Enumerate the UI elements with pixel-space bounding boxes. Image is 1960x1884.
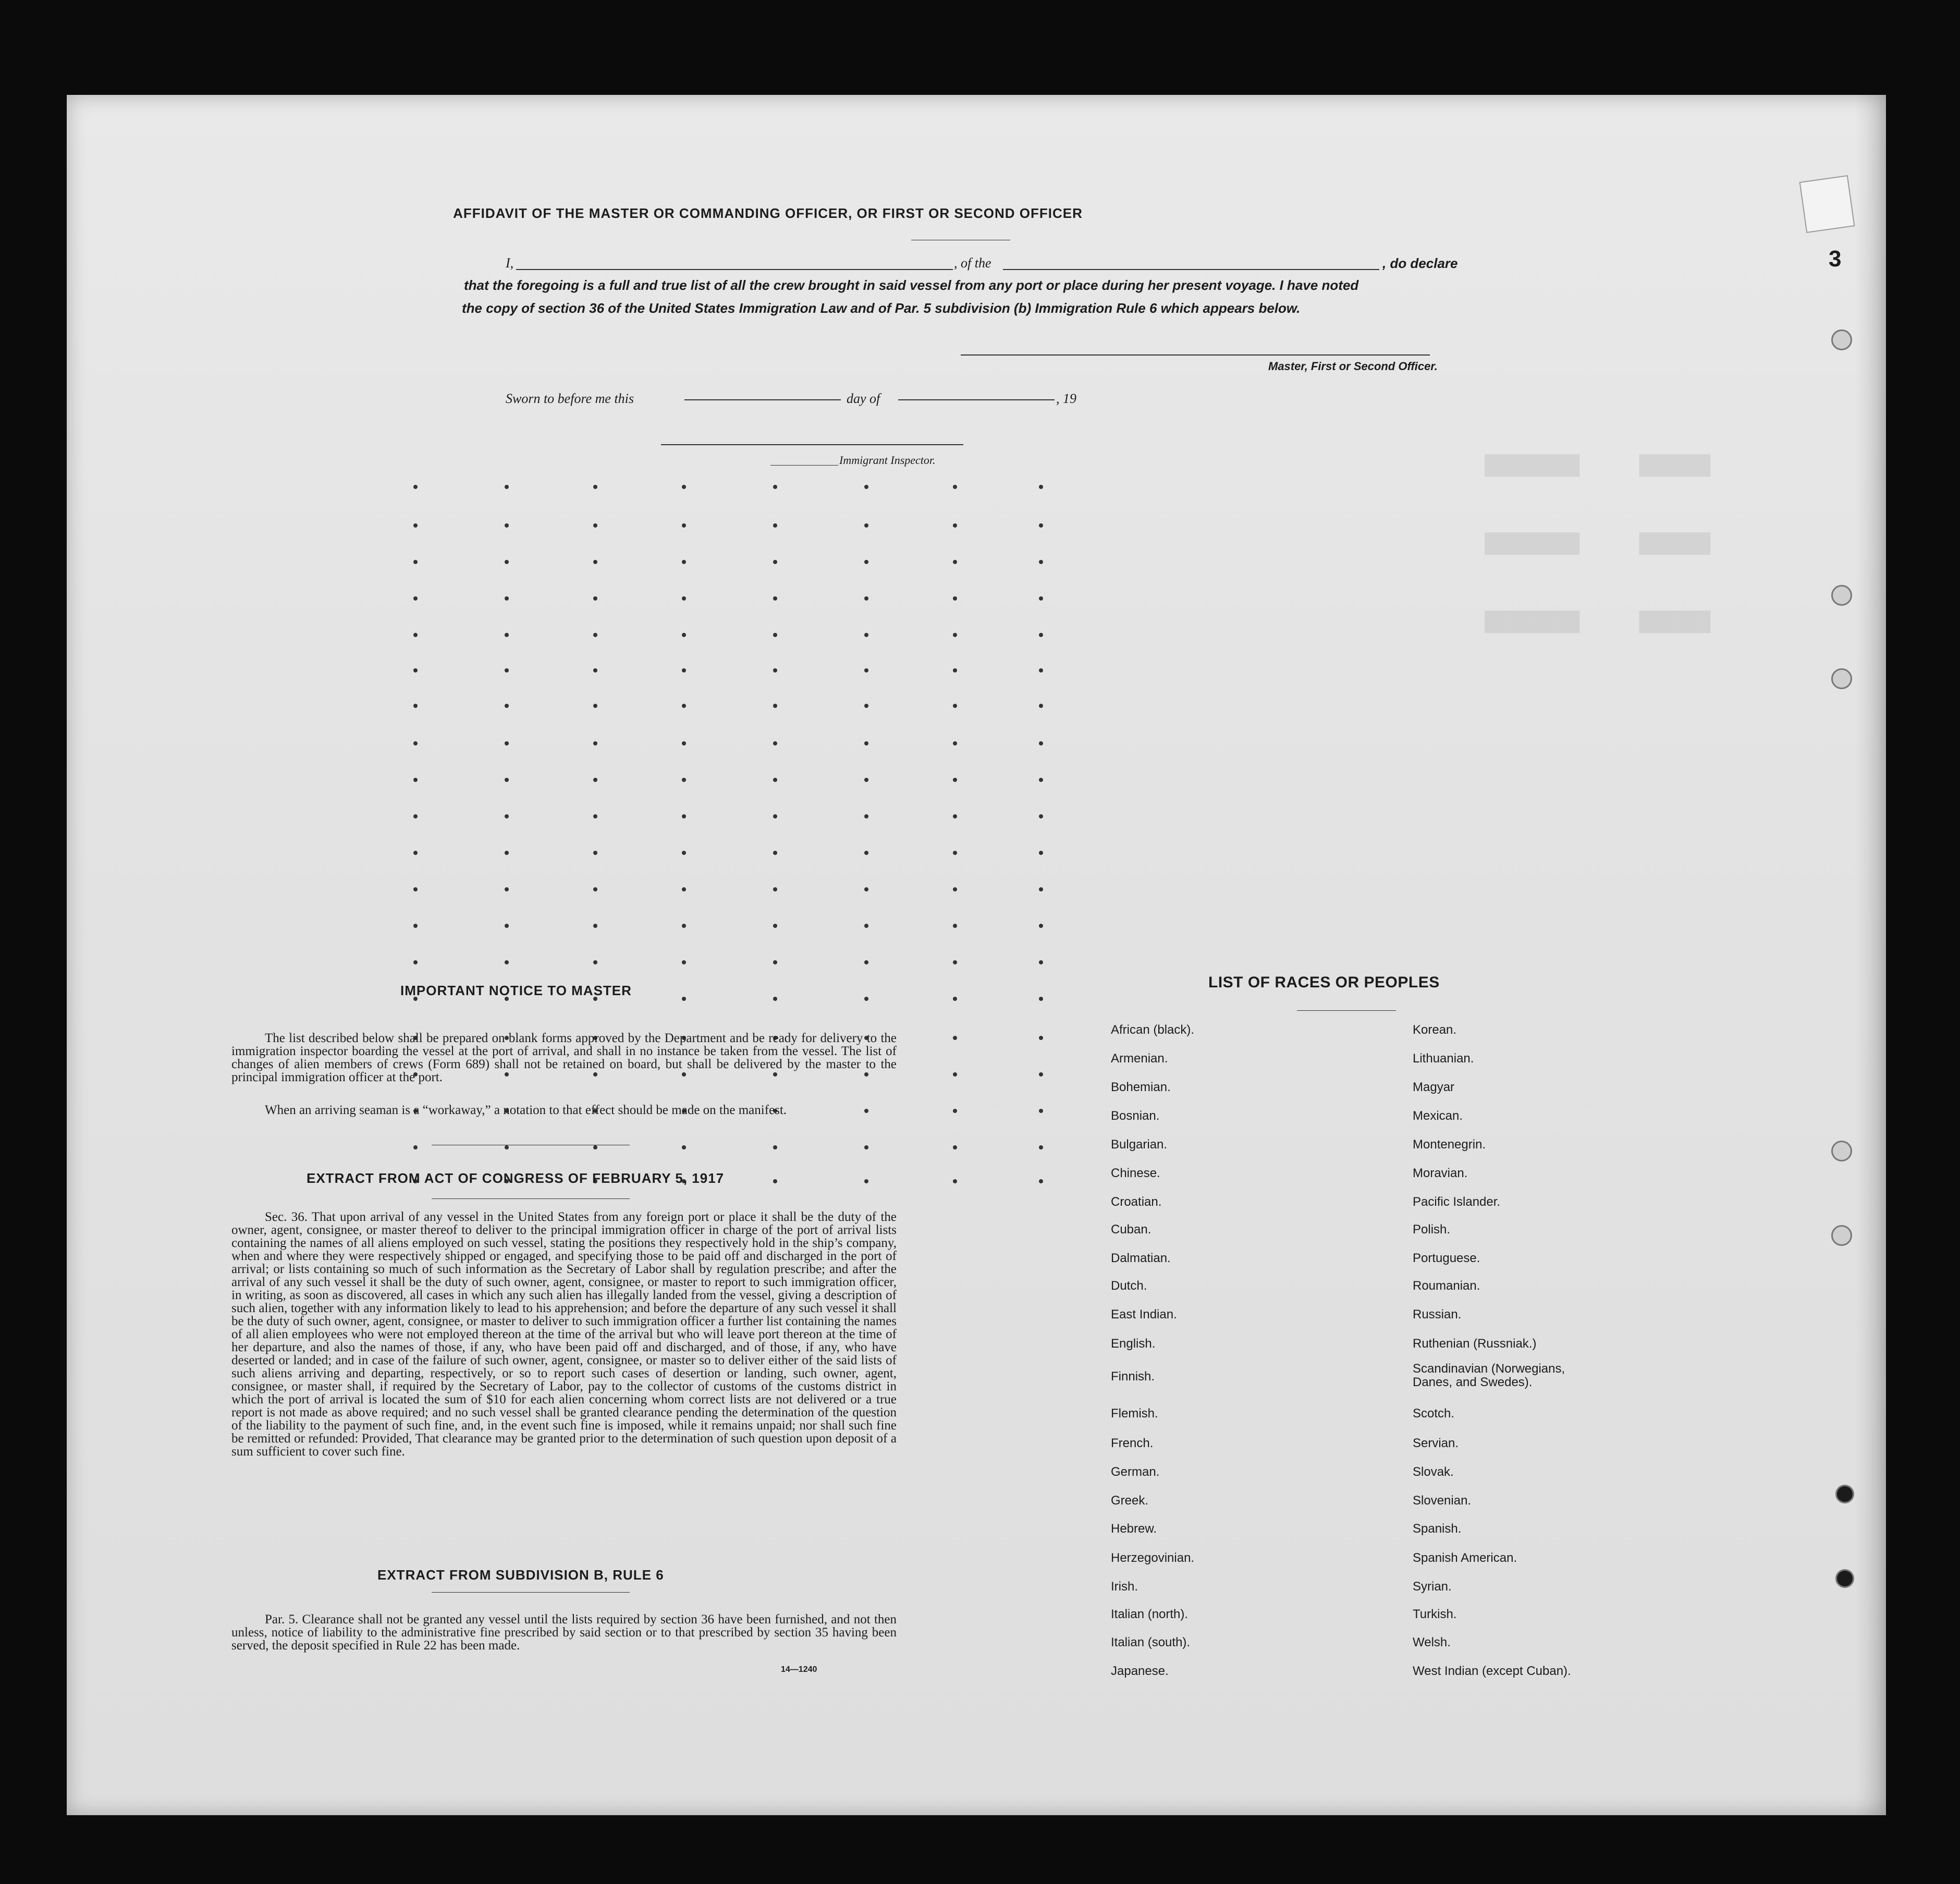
guide-dot [953,668,957,672]
binder-hole [1835,1485,1854,1503]
sworn-month-line[interactable] [898,399,1055,400]
race-item: Polish. [1413,1222,1451,1237]
extract-act-title: EXTRACT FROM ACT OF CONGRESS OF FEBRUARY 5, 1917 [307,1170,725,1186]
guide-dot [864,704,868,708]
guide-dot [773,887,777,891]
guide-dot [413,741,418,745]
guide-dot [864,485,868,489]
guide-dot [953,997,957,1001]
guide-dot [953,596,957,601]
guide-dot [953,704,957,708]
guide-dot [413,778,418,782]
guide-dot [1039,560,1043,564]
guide-dot [953,887,957,891]
race-item: Italian (north). [1111,1607,1189,1621]
guide-dot [1039,596,1043,601]
guide-dot [593,741,597,745]
guide-dot [505,523,509,528]
race-item: Armenian. [1111,1051,1168,1066]
race-item: Irish. [1111,1580,1138,1594]
race-item: Magyar [1413,1080,1455,1094]
guide-dot [682,960,686,964]
guide-dot [1039,704,1043,708]
guide-dot [953,814,957,818]
guide-dot [682,596,686,601]
guide-dot [773,1145,777,1149]
guide-dot [953,851,957,855]
race-item: Mexican. [1413,1109,1463,1123]
sworn-label: Sworn to before me this [506,391,634,406]
race-item: Turkish. [1413,1607,1457,1621]
manifest-sheet [67,95,1886,1815]
inspector-label: Immigrant Inspector. [839,454,936,467]
race-item: Bosnian. [1111,1109,1160,1123]
guide-dot [505,924,509,928]
guide-dot [505,704,509,708]
guide-dot [864,778,868,782]
guide-dot [773,997,777,1001]
guide-dot [1039,960,1043,964]
guide-dot [1039,668,1043,672]
guide-dot [773,596,777,601]
guide-dot [864,633,868,637]
guide-dot [953,741,957,745]
guide-dot [953,1109,957,1113]
race-item: Cuban. [1111,1222,1152,1237]
guide-dot [773,485,777,489]
guide-dot [413,960,418,964]
guide-dot [505,814,509,818]
guide-dot [505,851,509,855]
race-item: Portuguese. [1413,1251,1480,1265]
race-item: Flemish. [1111,1406,1158,1421]
guide-dot [953,523,957,528]
sworn-day-line[interactable] [684,399,841,400]
guide-dot [413,704,418,708]
guide-dot [953,1145,957,1149]
race-item: Spanish American. [1413,1551,1517,1565]
race-item: Dalmatian. [1111,1251,1171,1265]
guide-dot [505,668,509,672]
race-item: Croatian. [1111,1195,1162,1209]
guide-dot [864,668,868,672]
guide-dot [773,924,777,928]
guide-dot [1039,814,1043,818]
race-item: Welsh. [1413,1635,1451,1649]
race-item: West Indian (except Cuban). [1413,1664,1571,1678]
guide-dot [773,668,777,672]
race-item: Spanish. [1413,1522,1462,1536]
notice-paragraph-2: When an arriving seaman is a “workaway,” a notation to that effect should be made on the manifest. [265,1103,787,1117]
race-item: Syrian. [1413,1580,1452,1594]
guide-dot [1039,887,1043,891]
master-signature-line[interactable] [961,354,1430,356]
guide-dot [682,523,686,528]
guide-dot [505,560,509,564]
race-item: Chinese. [1111,1166,1160,1180]
guide-dot [773,960,777,964]
guide-dot [773,778,777,782]
guide-dot [682,485,686,489]
inspector-signature-line[interactable] [661,444,963,445]
guide-dot [773,560,777,564]
race-item: Servian. [1413,1436,1459,1450]
guide-dot [1039,633,1043,637]
guide-dot [413,887,418,891]
guide-dot [864,887,868,891]
guide-dot [953,1036,957,1040]
guide-dot [413,851,418,855]
guide-dot [593,704,597,708]
divider [432,1592,630,1593]
guide-dot [773,741,777,745]
guide-dot [1039,741,1043,745]
day-of-label: day of [847,391,880,406]
guide-dot [593,560,597,564]
affidavit-line2: that the foregoing is a full and true list of all the crew brought in said vessel from any port or place during her present voyage. I have noted [464,277,1359,293]
race-item: East Indian. [1111,1307,1177,1322]
guide-dot [1039,1179,1043,1183]
guide-dot [593,668,597,672]
guide-dot [593,485,597,489]
guide-dot [953,633,957,637]
guide-dot [682,560,686,564]
guide-dot [1039,997,1043,1001]
guide-dot [505,485,509,489]
name-line[interactable] [516,269,953,270]
guide-dot [1039,1109,1043,1113]
guide-dot [413,560,418,564]
guide-dot [864,924,868,928]
guide-dot [864,596,868,601]
guide-dot [1039,851,1043,855]
guide-dot [864,523,868,528]
guide-dot [953,778,957,782]
guide-dot [864,741,868,745]
guide-dot [593,814,597,818]
race-item: French. [1111,1436,1154,1450]
guide-dot [682,997,686,1001]
race-item: Finnish. [1111,1369,1155,1384]
notice-paragraph-1: The list described below shall be prepared on blank forms approved by the Department and be ready for delivery to the immigration inspector boarding the vessel at the port of arrival, and shall in no instance be taken from the vessel. The list of changes of alien members of crews (Form 689) shall not be retained on board, but shall be delivered by the master to the principal immigration officer at the port. [231,1031,897,1084]
guide-dot [864,960,868,964]
race-item: Bulgarian. [1111,1137,1168,1152]
race-item: Scotch. [1413,1406,1455,1421]
divider [432,1198,630,1199]
race-item: Korean. [1413,1023,1457,1037]
guide-dot [505,778,509,782]
race-item: Japanese. [1111,1664,1169,1678]
affidavit-i-label: I, [506,255,514,271]
race-item: African (black). [1111,1023,1195,1037]
guide-dot [593,851,597,855]
guide-dot [505,633,509,637]
guide-dot [413,633,418,637]
guide-dot [682,1145,686,1149]
guide-dot [682,887,686,891]
affidavit-declare-label: , do declare [1382,255,1458,271]
guide-dot [413,814,418,818]
guide-dot [864,1145,868,1149]
guide-dot [953,1179,957,1183]
guide-dot [593,523,597,528]
guide-dot [505,887,509,891]
guide-dot [682,778,686,782]
guide-dot [773,523,777,528]
guide-dot [773,704,777,708]
affidavit-of-the-label: , of the [954,255,991,271]
guide-dot [682,851,686,855]
race-item: German. [1111,1465,1160,1479]
guide-dot [682,704,686,708]
race-item: Slovak. [1413,1465,1454,1479]
race-item: Bohemian. [1111,1080,1171,1094]
guide-dot [682,741,686,745]
guide-dot [413,485,418,489]
guide-dot [505,596,509,601]
race-item: Dutch. [1111,1279,1147,1293]
binder-hole [1831,329,1852,350]
guide-dot [953,485,957,489]
extract-rule-text: Par. 5. Clearance shall not be granted any vessel until the lists required by section 36 have been furnished, and not then unless, notice of liability to the administrative fine prescribed by said section or to that prescribed by section 35 having been served, the deposit specified in Rule 22 has been made. [231,1612,897,1653]
guide-dot [773,851,777,855]
form-number: 14—1240 [781,1665,817,1674]
guide-dot [1039,778,1043,782]
guide-dot [1039,1145,1043,1149]
guide-dot [413,596,418,601]
race-item: Hebrew. [1111,1522,1157,1536]
race-item: Pacific Islander. [1413,1195,1501,1209]
guide-dot [593,960,597,964]
guide-dot [505,960,509,964]
guide-dot [773,814,777,818]
binder-hole [1831,1141,1852,1161]
guide-dot [682,668,686,672]
divider [1297,1010,1396,1011]
guide-dot [593,887,597,891]
guide-dot [773,633,777,637]
guide-dot [593,596,597,601]
guide-dot [1039,1036,1043,1040]
guide-dot [413,924,418,928]
guide-dot [864,814,868,818]
affidavit-line3: the copy of section 36 of the United States Immigration Law and of Par. 5 subdivision (b) Immigration Rule 6 which appears below. [462,300,1301,316]
guide-dot [864,997,868,1001]
race-item: Scandinavian (Norwegians, Danes, and Swedes). [1413,1362,1565,1389]
vessel-line[interactable] [1003,269,1379,270]
bleed-through: ████████ ██████ [1485,533,1711,555]
race-item: Russian. [1413,1307,1462,1322]
guide-dot [593,633,597,637]
bleed-through: ████████ ██████ [1485,611,1711,633]
guide-dot [682,814,686,818]
race-item: Montenegrin. [1413,1137,1486,1152]
guide-dot [593,1145,597,1149]
extract-rule-title: EXTRACT FROM SUBDIVISION B, RULE 6 [377,1567,664,1583]
race-item: Herzegovinian. [1111,1551,1195,1565]
bleed-through: ████████ ██████ [1485,455,1711,477]
binder-hole [1831,585,1852,606]
extract-act-text: Sec. 36. That upon arrival of any vessel in the United States from any foreign port or place it shall be the duty of the owner, agent, consignee, or master thereof to deliver to the principal immigration officer in charge of the port of arrival lists containing the names of all aliens employed on such vessel, stating the positions they respectively hold in the ship’s company, when and where they were respectively shipped or engaged, and specifying those to be paid off and discharged in the port of arrival; or lists containing so much of such information as the Secretary of Labor shall by regulation prescribe; and after the arrival of any such vessel it shall be the duty of such owner, agent, consignee, or master to report to such immigration officer, in writing, as soon as discovered, all cases in which any such alien has illegally landed from the vessel, giving a description of such alien, together with any information likely to lead to his apprehension; and before the departure of any such vessel it shall be the duty of such owner, agent, consignee, or master to deliver to such immigration officer a further list containing the names of all alien employees who were not employed thereon at the time of the arrival but who will leave port thereon at the time of her departure, and also the names of those, if any, who have been paid off and discharged, and of those, if any, who have deserted or landed; and in case of the failure of such owner, agent, consignee, or master so to deliver either of the said lists of such aliens arriving and departing, respectively, or so to report such cases of desertion or landing, such owner, agent, consignee, or master shall, if required by the Secretary of Labor, pay to the collector of customs of the customs district in which the port of arrival is located the sum of $10 for each alien concerning whom correct lists are not delivered or a true report is not made as above required; and no such vessel shall be granted clearance pending the determination of the question of the liability to the payment of such fine, and, in the event such fine is imposed, while it remains unpaid; nor shall such fine be remitted or refunded: Provided, That clearance may be granted prior to the determination of such question upon deposit of a sum sufficient to cover such fine. [231,1210,897,1459]
guide-dot [953,924,957,928]
guide-dot [773,1179,777,1183]
guide-dot [682,633,686,637]
guide-dot [593,778,597,782]
binder-hole [1835,1569,1854,1588]
race-item: Greek. [1111,1494,1149,1508]
guide-dot [682,924,686,928]
guide-dot [1039,523,1043,528]
affidavit-title: AFFIDAVIT OF THE MASTER OR COMMANDING OFFICER, OR FIRST OR SECOND OFFICER [453,205,1083,221]
guide-dot [953,960,957,964]
guide-dot [864,851,868,855]
guide-dot [413,523,418,528]
guide-dot [1039,485,1043,489]
guide-dot [413,668,418,672]
guide-dot [1039,1072,1043,1076]
race-item: Lithuanian. [1413,1051,1474,1066]
year-label: , 19 [1056,391,1076,406]
race-item: Moravian. [1413,1166,1468,1180]
inspector-short-line [770,465,838,466]
guide-dot [864,1179,868,1183]
guide-dot [413,1145,418,1149]
guide-dot [505,1145,509,1149]
binder-hole [1831,1225,1852,1246]
paper-tab [1799,175,1855,233]
guide-dot [505,741,509,745]
guide-dot [1039,924,1043,928]
race-item: Italian (south). [1111,1635,1191,1649]
notice-title: IMPORTANT NOTICE TO MASTER [400,983,632,998]
race-item: Roumanian. [1413,1279,1480,1293]
binder-hole [1831,668,1852,689]
race-item: English. [1111,1337,1156,1351]
race-item: Ruthenian (Russniak.) [1413,1337,1537,1351]
guide-dot [953,1072,957,1076]
race-item: Slovenian. [1413,1494,1472,1508]
page-number: 3 [1829,246,1842,272]
races-title: LIST OF RACES OR PEOPLES [1208,974,1440,991]
guide-dot [953,560,957,564]
master-signature-label: Master, First or Second Officer. [1268,360,1438,373]
guide-dot [593,924,597,928]
guide-dot [864,560,868,564]
